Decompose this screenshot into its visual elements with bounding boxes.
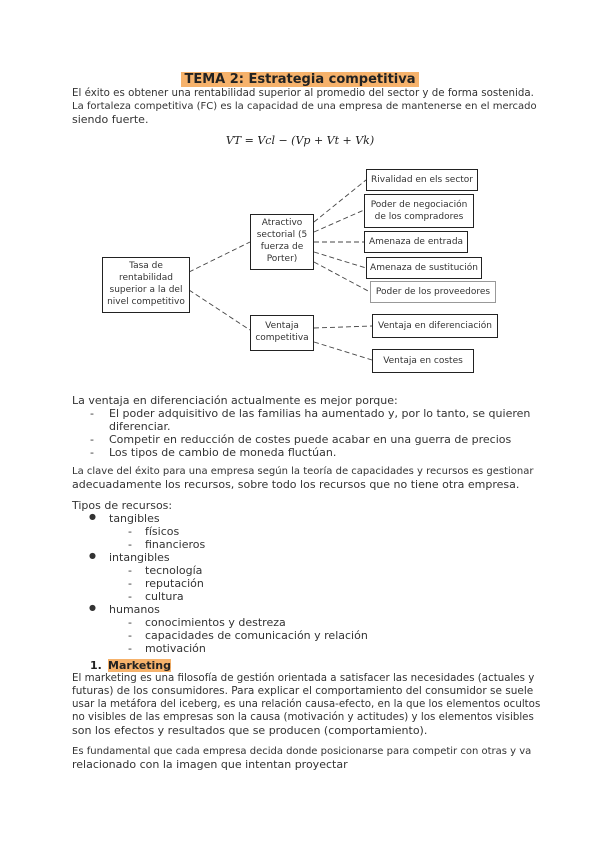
bullet-icon: ● <box>89 551 96 560</box>
dash: - <box>128 616 132 629</box>
recurso-humanos: humanos <box>109 603 160 616</box>
box-rivalidad: Rivalidad en els sector <box>366 169 478 191</box>
connector-costes <box>314 342 372 360</box>
marketing-p1-line: usar la metáfora del iceberg, es una relación causa-efecto, en la que los elementos ocultos <box>72 698 541 710</box>
diferenciacion-item-1: El poder adquisitivo de las familias ha aumentado y, por lo tanto, se quieren <box>109 407 531 420</box>
recurso-item: motivación <box>145 642 206 655</box>
box-diferenciacion: Ventaja en diferenciación <box>372 314 498 338</box>
dash: - <box>128 577 132 590</box>
recurso-item: tecnología <box>145 564 203 577</box>
recurso-item: financieros <box>145 538 206 551</box>
marketing-p1-line: son los efectos y resultados que se producen (comportamiento). <box>72 724 428 737</box>
recurso-item: reputación <box>145 577 204 590</box>
dash: - <box>128 564 132 577</box>
dash: - <box>90 446 94 459</box>
clave-line-2: adecuadamente los recursos, sobre todo los recursos que no tiene otra empresa. <box>72 478 520 491</box>
marketing-p1-line: El marketing es una filosofía de gestión orientada a satisfacer las necesidades (actuales y <box>72 672 535 684</box>
marketing-p1-line: futuras) de los consumidores. Para explicar el comportamiento del consumidor se suele <box>72 685 534 697</box>
marketing-heading <box>108 659 171 672</box>
title-text: TEMA 2: Estrategia competitiva <box>181 72 418 87</box>
box-atractivo: Atractivo sectorial (5 fuerza de Porter) <box>250 214 314 270</box>
marketing-p1-line: no visibles de las empresas son la causa (motivación y actitudes) y los elementos visibles <box>72 711 534 723</box>
box-compradores: Poder de negociación de los compradores <box>364 194 474 228</box>
dash: - <box>90 407 94 420</box>
recursos-heading: Tipos de recursos: <box>72 499 173 512</box>
recurso-item: conocimientos y destreza <box>145 616 286 629</box>
diferenciacion-heading: La ventaja en diferenciación actualmente es mejor porque: <box>72 394 398 407</box>
marketing-number: 1. <box>90 659 102 672</box>
recurso-intangibles: intangibles <box>109 551 170 564</box>
box-costes: Ventaja en costes <box>372 349 474 373</box>
dash: - <box>128 642 132 655</box>
dash: - <box>128 538 132 551</box>
intro-line-3: siendo fuerte. <box>72 113 149 126</box>
box-proveedores: Poder de los proveedores <box>370 281 496 303</box>
recurso-item: físicos <box>145 525 180 538</box>
box-ventaja: Ventaja competitiva <box>250 315 314 351</box>
intro-line-2: La fortaleza competitiva (FC) es la capacidad de una empresa de mantenerse en el mercado <box>72 101 537 112</box>
diferenciacion-item-2: Competir en reducción de costes puede acabar en una guerra de precios <box>109 433 512 446</box>
box-root: Tasa de rentabilidad superior a la del nivel competitivo <box>102 257 190 313</box>
diferenciacion-item-1-cont: diferenciar. <box>109 420 171 433</box>
marketing-p2-line: relacionado con la imagen que intentan proyectar <box>72 758 348 771</box>
connector-compradores <box>314 210 364 232</box>
connector-rivalidad <box>314 180 366 222</box>
recurso-tangibles: tangibles <box>109 512 160 525</box>
marketing-heading-text: Marketing <box>108 659 172 672</box>
box-entrada: Amenaza de entrada <box>364 231 468 253</box>
box-sustitucion: Amenaza de sustitución <box>366 257 482 279</box>
dash: - <box>128 590 132 603</box>
diferenciacion-item-3: Los tipos de cambio de moneda fluctúan. <box>109 446 337 459</box>
recurso-item: capacidades de comunicación y relación <box>145 629 368 642</box>
dash: - <box>128 525 132 538</box>
recurso-item: cultura <box>145 590 184 603</box>
clave-line-1: La clave del éxito para una empresa según la teoría de capacidades y recursos es gestionar <box>72 466 534 477</box>
bullet-icon: ● <box>89 603 96 612</box>
marketing-p2-line: Es fundamental que cada empresa decida donde posicionarse para competir con otras y va <box>72 746 532 757</box>
dash: - <box>128 629 132 642</box>
connector-root-atractivo <box>189 242 250 272</box>
formula: VT = Vcl − (Vp + Vt + Vk) <box>225 134 375 147</box>
connector-sustitucion <box>314 252 366 268</box>
bullet-icon: ● <box>89 512 96 521</box>
intro-line-1: El éxito es obtener una rentabilidad superior al promedio del sector y de forma sostenida. <box>72 87 534 99</box>
dash: - <box>90 433 94 446</box>
connector-root-ventaja <box>189 290 250 330</box>
connector-diferenciacion <box>314 326 372 328</box>
